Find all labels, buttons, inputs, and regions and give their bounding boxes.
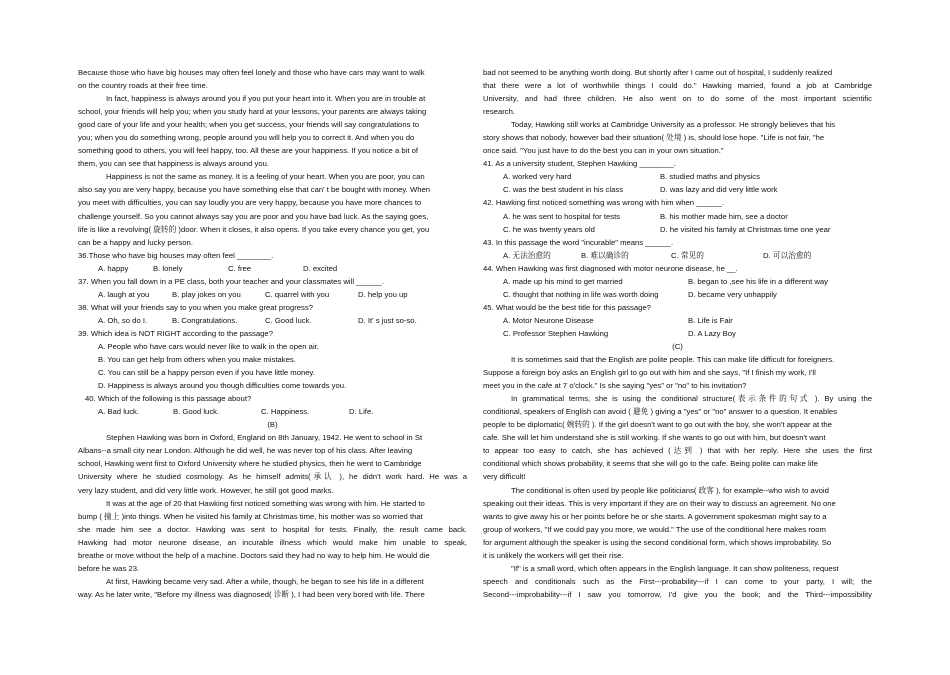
answer-option: C. quarrel with you [265,289,330,299]
text-line: speaking out their ideas. This is very important if they are on their way to discuss an agreement. No one [483,498,836,508]
text-line: 37. When you fall down in a PE class, both your teacher and your classmates will ______. [78,276,384,286]
text-line: Suppose a foreign boy asks an English girl to go out with him and she says, "If I finish my work, I'll [483,368,816,378]
answer-options [483,275,872,288]
text-line: cafe. She will let him understand she is still working. If she wants to go out with him, but doesn't want [483,433,826,443]
text-line: Hawking had motor neurone disease, an incurable illness which would make him unable to speak, [78,537,467,547]
text-line: (C) [672,341,683,351]
answer-option: C. Happiness. [261,407,310,417]
answer-options [78,288,467,301]
text-line: story shows that nobody, however bad their situation( 处境 ) is, should lose hope. "Life is not fair, "he [483,133,825,143]
text-line: University where he studied cosmology. As he himself admits(承认 ), he didn't work hard. He was a [78,472,467,482]
answer-option: D. help you up [358,289,408,299]
answer-option: A. Motor Neurone Disease [503,315,594,325]
answer-option: A. Oh, so do I. [98,315,148,325]
answer-option: A. 无法治愈的 [503,250,551,260]
right-column [483,66,872,601]
text-line: 41. As a university student, Stephen Hawking ________. [483,159,676,169]
text-line: conditional, speakers of English can avoid ( 避免 ) giving a "yes" or "no" answer to a question. It enables [483,407,838,417]
answer-option: D. he visited his family at Christmas time one year [660,224,831,234]
text-line: it is unlikely the workers will get their rise. [483,550,624,560]
text-line: that there were a lot of worthwhile things I could do." Hawking married, found a job at Cambridge [483,81,872,91]
text-line: (B) [267,420,278,430]
answer-option: C. was the best student in his class [503,185,624,195]
answer-options [483,170,872,183]
text-line: It is sometimes said that the English are polite people. This can make life difficult for foreigners. [511,355,835,365]
text-line: 39. Which idea is NOT RIGHT according to the passage? [78,328,273,338]
text-line: 36.Those who have big houses may often feel ________. [78,250,274,260]
text-line: school, Hawking went first to Oxford University where he studied physics, then he went to Cambridge [78,459,422,469]
text-line: 45. What would be the best title for this passage? [483,302,651,312]
text-line: before he was 23. [78,563,140,573]
text-line: Albans--a small city near London. Although he did well, he was never top of his class. After leaving [78,446,413,456]
answer-option: C. free [228,263,252,273]
answer-option: A. he was sent to hospital for tests [503,211,621,221]
text-line: In fact, happiness is always around you if you put your heart into it. When you are in trouble at [106,94,426,104]
text-line: A. People who have cars would never like to walk in the open air. [98,341,319,351]
text-line: speech and conditionals such as the First---probability---if I can come to your party, I will; the [483,576,872,586]
text-line: can be a happy and lucky person. [78,237,193,247]
answer-option: D. Life. [349,407,374,417]
answer-option: C. Professor Stephen Hawking [503,328,609,338]
answer-options [483,288,872,301]
text-line: research. [483,107,516,117]
left-column [78,66,467,601]
text-line: 43. In this passage the word "incurable" means ______. [483,237,674,247]
text-line: she made him see a doctor. Hawking was sent to hospital for tests. Finally, the result came back. [78,524,467,534]
text-line: meet you in the cafe at 7 o'clock." Is she saying "yes" or "no" to his invitation? [483,381,747,391]
text-line: group of workers, "If we could pay you more, we would." The use of the conditional here makes room [483,524,826,534]
answer-option: B. play jokes on you [172,289,241,299]
answer-option: C. 常见的 [671,250,704,260]
text-line: 38. What will your friends say to you when you make great progress? [78,302,314,312]
text-line: very difficult! [483,472,526,482]
answer-option: A. Bad luck. [98,407,140,417]
answer-option: C. he was twenty years old [503,224,595,234]
text-line: Second---improbability---if I saw you tomorrow, I'd give you the book; and the Third---impossibility [483,589,872,599]
text-line: something good to others, you will feel happy, too. All these are your happiness. If you notice a bit of [78,146,419,156]
text-line: At first, Hawking became very sad. After a while, though, he began to see his life in a different [106,576,424,586]
answer-options [483,210,872,223]
text-line: way. As he later write, "Before my illness was diagnosed( 诊断 ), I had been very bored with life. There [78,589,425,599]
answer-option: D. became very unhappily [688,289,777,299]
text-line: conditional which shows probability, it seems that she will go to the cafe. Being polite can make life [483,459,818,469]
text-line: challenge yourself. So you cannot always say you are poor and you have bad luck. As the saying goes, [78,211,429,221]
text-line: you; when you do something wrong, people around you will help you to correct it. And when you do [78,133,415,143]
answer-options [483,249,872,262]
answer-option: A. worked very hard [503,172,572,182]
answer-options [483,327,872,340]
answer-option: D. A Lazy Boy [688,328,736,338]
answer-option: D. excited [303,263,338,273]
answer-option: A. made up his mind to get married [503,276,623,286]
answer-option: D. 可以治愈的 [763,250,812,260]
text-line: bump ( 撞上 )into things. When he visited his family at Christmas time, his mother was so worried that [78,511,423,521]
text-line: In grammatical terms, she is using the conditional structure(表示条件的句式 ). By using the [511,394,872,404]
text-line: Stephen Hawking was born in Oxford, England on 8th January, 1942. He went to school in St [106,433,423,443]
answer-options [78,262,467,275]
answer-option: B. began to ,see his life in a different way [688,276,829,286]
text-line: school, your friends will help you; when you study hard at your lessons, your parents are always taking [78,107,427,117]
answer-option: B. Congratulations. [172,315,238,325]
answer-options [78,405,467,418]
text-line: Because those who have big houses may often feel lonely and those who have cars may want to walk [78,68,425,77]
text-line: 40. Which of the following is this passage about? [85,394,252,404]
text-line: It was at the age of 20 that Hawking first noticed something was wrong with him. He started to [106,498,425,508]
text-line: Happiness is not the same as money. It is a feeling of your heart. When you are poor, you can [106,172,425,182]
text-line: breathe or move without the help of a machine. Doctors said they had no way to help him. He would die [78,550,430,560]
answer-option: B. lonely [153,263,183,273]
answer-options [483,183,872,196]
text-line: very lazy student, and did very little work. However, he still got good marks. [78,485,334,495]
answer-option: D. It' s just so-so. [358,315,417,325]
answer-option: B. 难以确诊的 [581,250,629,260]
text-line: D. Happiness is always around you though difficulties come towards you. [98,381,347,391]
text-line: B. You can get help from others when you make mistakes. [98,355,296,365]
text-line: to appear too easy to catch, she has achieved (达到 ) that with her reply. Here she uses the first [483,446,872,456]
answer-option: B. studied maths and physics [660,172,760,182]
text-line: life is like a revolving( 旋转的 )door. When it closes, it also opens. If you take every chance you get, you [78,224,430,234]
answer-options [78,314,467,327]
answer-options [483,314,872,327]
text-line: C. You can still be a happy person even if you have little money. [98,368,315,378]
text-line: bad not seemed to be anything worth doing. But shortly after I came out of hospital, I suddenly realized [483,68,833,77]
text-line: on the country roads at their free time. [78,81,208,91]
answer-options [483,223,872,236]
answer-option: B. Life is Fair [688,315,733,325]
answer-option: B. his mother made him, see a doctor [660,211,788,221]
answer-option: A. happy [98,263,129,273]
text-line: "If" is a small word, which often appears in the English language. It can show politeness, request [511,563,839,573]
text-line: good care of your life and your health; when you get success, your friends will say congratulations to [78,120,420,130]
text-line: 44. When Hawking was first diagnosed with motor neurone disease, he __. [483,263,738,273]
answer-option: D. was lazy and did very little work [660,185,778,195]
text-line: once said. "You just have to do the best you can in your own situation." [483,146,724,156]
text-line: them, you can see that happiness is always around you. [78,159,270,169]
answer-option: B. Good luck. [173,407,220,417]
text-line: University, and had three children. He also went on to do some of the most important scientific [483,94,872,104]
text-line: you meet with difficulties, you can say loudly you are very happy, because you have more chances to [78,198,422,208]
text-line: The conditional is often used by people like politicians( 政客 ), for example--who wish to avoid [511,485,829,495]
answer-option: C. Good luck. [265,315,312,325]
text-line: people to be diplomatic( 婉转的 ). If the girl doesn't want to go out with the boy, she won't appear at the [483,420,832,430]
text-line: also say you are very happy, because you have something else that can' t be bought with money. When [78,185,431,195]
answer-option: C. thought that nothing in life was worth doing [503,289,659,299]
text-line: wants to give away his or her points before he or she starts. A government spokesman might say to a [483,511,827,521]
text-line: for argument although the speaker is using the second conditional form, which shows improbability. So [483,537,832,547]
answer-option: A. laugh at you [98,289,150,299]
text-line: Today, Hawking still works at Cambridge University as a professor. He strongly believes that his [511,120,836,130]
text-line: 42. Hawking first noticed something was wrong with him when ______. [483,198,725,208]
